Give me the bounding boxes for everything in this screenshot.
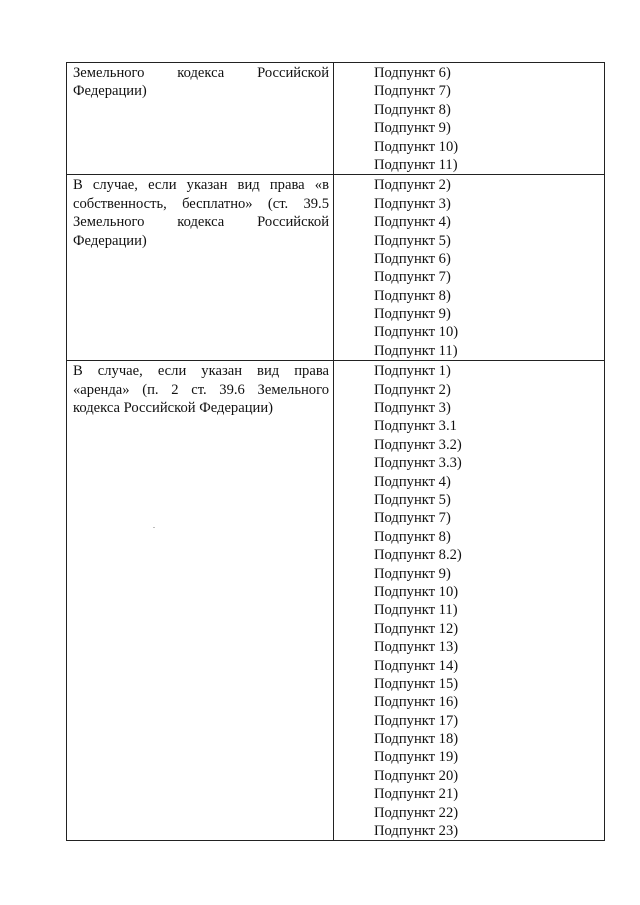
subitem: Подпункт 7) [374, 83, 451, 100]
condition-cell [67, 63, 334, 175]
subitem: Подпункт 10) [374, 324, 459, 341]
subitem: Подпункт 8.2) [374, 547, 462, 564]
document-table [66, 62, 605, 841]
subitem: Подпункт 9) [374, 120, 451, 137]
condition-text: В случае, если указан вид права «аренда» (п. 2 ст. 39.6 Земельного кодекса Российской Федерации) [73, 363, 329, 417]
subitem: Подпункт 20) [374, 767, 459, 784]
subitem-list [334, 361, 604, 840]
subitems-cell [334, 63, 605, 175]
subitem: Подпункт 19) [374, 749, 459, 766]
subitem: Подпункт 8) [374, 287, 451, 304]
subitem: Подпункт 6) [374, 65, 451, 81]
subitem: Подпункт 3) [374, 400, 451, 417]
subitem: Подпункт 9) [374, 565, 451, 582]
subitem: Подпункт 7) [374, 510, 451, 527]
condition-cell [67, 361, 334, 841]
subitem: Подпункт 4) [374, 473, 451, 490]
subitem: Подпункт 3.3) [374, 455, 462, 472]
subitem: Подпункт 13) [374, 639, 459, 656]
condition-text: В случае, если указан вид права «в собственность, бесплатно» (ст. 39.5 Земельного кодекса Российской Федерации) [73, 177, 329, 249]
subitem: Подпункт 2) [374, 381, 451, 398]
subitem-list [334, 175, 604, 360]
subitem-list [334, 63, 604, 174]
subitem: Подпункт 6) [374, 250, 451, 267]
subitem: Подпункт 11) [374, 602, 458, 619]
subitem: Подпункт 16) [374, 694, 459, 711]
table-row [67, 361, 605, 841]
subitem: Подпункт 23) [374, 823, 459, 840]
scan-speck [153, 527, 155, 528]
subitem: Подпункт 10) [374, 583, 459, 600]
subitem: Подпункт 4) [374, 214, 451, 231]
subitems-cell [334, 175, 605, 361]
subitem: Подпункт 7) [374, 269, 451, 286]
table-row [67, 175, 605, 361]
subitem: Подпункт 10) [374, 138, 459, 155]
subitems-cell [334, 361, 605, 841]
subitem: Подпункт 5) [374, 232, 451, 249]
subitem: Подпункт 18) [374, 731, 459, 748]
subitem: Подпункт 12) [374, 620, 459, 637]
subitem: Подпункт 5) [374, 491, 451, 508]
condition-cell [67, 175, 334, 361]
subitem: Подпункт 14) [374, 657, 459, 674]
subitem: Подпункт 9) [374, 306, 451, 323]
subitem: Подпункт 8) [374, 101, 451, 118]
subitem: Подпункт 8) [374, 528, 451, 545]
condition-text: Земельного кодекса Российской Федерации) [73, 65, 329, 100]
subitem: Подпункт 3) [374, 195, 451, 212]
subitem: Подпункт 11) [374, 156, 458, 173]
subitem: Подпункт 1) [374, 363, 451, 380]
subitem: Подпункт 2) [374, 177, 451, 194]
subitem: Подпункт 15) [374, 675, 459, 692]
subitem: Подпункт 3.1 [374, 418, 457, 435]
subitem: Подпункт 17) [374, 712, 459, 729]
subitem: Подпункт 3.2) [374, 436, 462, 453]
subitem: Подпункт 22) [374, 804, 459, 821]
table-row [67, 63, 605, 175]
subitem: Подпункт 11) [374, 342, 458, 359]
subitem: Подпункт 21) [374, 786, 459, 803]
